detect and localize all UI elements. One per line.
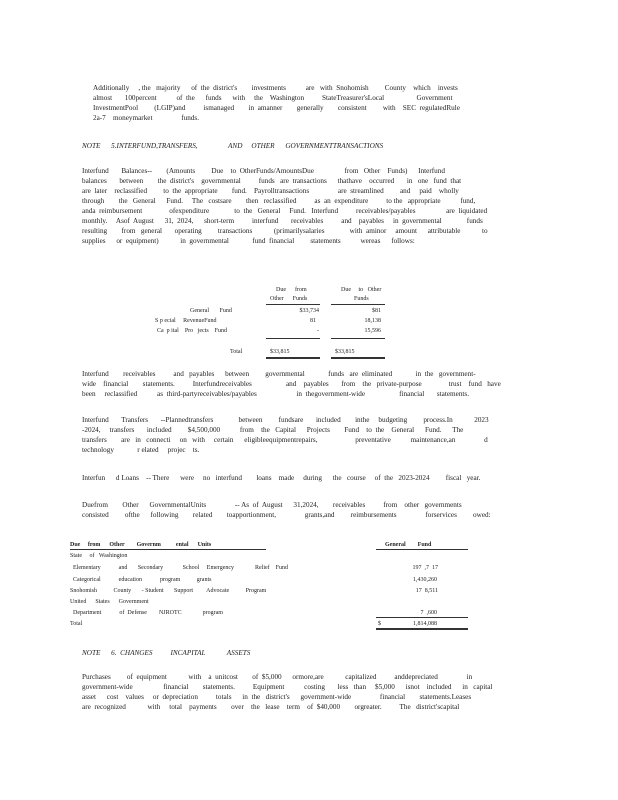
para-transfers-line1: Interfund Transfers --Plannedtransfers between fundsare included inthe budgeting process.In 2023: [82, 416, 489, 424]
table1-col2-total-rule: [331, 357, 385, 359]
para-loans: Interfun d Loans -- There were no interfund loans made during the course of the 2023-2024 fiscal year.: [82, 474, 481, 482]
para-due-line2: consisted ofthe following related toapportionment, grants,and reimbursements forservices owed:: [82, 511, 491, 519]
table2-row-label: State of Washington: [70, 553, 128, 559]
table2-total-value: 1,814,088: [413, 621, 437, 627]
table1-col1-header-line1: Due from: [276, 287, 307, 293]
para-capital-line4: are recognized with total payments over the lease term of $40,000 orgreater. The district'scapital: [82, 703, 460, 711]
para-transfers-line2: -2024, transfers included $4,500,000 from the Capital Projects Fund to the General Fund. The: [82, 426, 464, 434]
para-transfers-line3: transfers are in connecti on with certain eligibleequipmentrepairs, preventative maintenance,an d: [82, 436, 488, 444]
interfund-balances-line7: resulting from general operating transactions (primarilysalaries with aminor amount attributable to: [82, 227, 488, 235]
para-elim-line1: Interfund receivables and payables between governmental funds are eliminated in the government-: [82, 370, 476, 378]
table2-row-label: Categorical education program grants: [70, 577, 212, 583]
para1-line4: 2a-7 moneymarket funds.: [93, 114, 199, 122]
table1-col2-header-line2: Funds: [354, 296, 369, 302]
table2-row-value: 197 ,7 17: [412, 565, 438, 571]
table1-col1-header-rule: [266, 304, 320, 305]
para-transfers-line4: technology r elated projec ts.: [82, 446, 200, 454]
interfund-balances-line1: Interfund Balances-- (Amounts Due to OtherFunds/AmountsDue from Other Funds) Interfund: [82, 167, 445, 175]
table1-col1-total-rule: [266, 357, 320, 359]
table1-row-label: General Fund: [190, 308, 232, 314]
para-elim-line2: wide financial statements. Interfundreceivables and payables from the private-purpose trust fund have: [82, 380, 501, 388]
interfund-balances-line3: are later reclassified to the appropriate fund. Payrolltransactions are streamlined and paid wholly: [82, 187, 459, 195]
table2-total-rule: [376, 628, 468, 630]
table2-header-right: General Fund: [385, 542, 432, 548]
para1-line1: Additionally , the majority of the district's investments are with Snohomish County which invests: [93, 84, 458, 92]
table1-total-col1: $33,815: [270, 349, 290, 355]
table1-row-col2: $81: [372, 308, 381, 314]
table2-row-value: 1,430,260: [413, 577, 437, 583]
para-capital-line2: government-wide financial statements. Equipment costing less than $5,000 isnot included in capital: [82, 683, 493, 691]
interfund-balances-line4: through the General Fund. The costsare then reclassified as an expenditure to the appropriate fund,: [82, 197, 476, 205]
table1-row-col2: 15,596: [364, 328, 381, 334]
table2-header-left: Due from Other Governm ental Units: [70, 542, 212, 548]
para-capital-line1: Purchases of equipment with a unitcost of $5,000 ormore,are capitalized anddepreciated in: [82, 673, 473, 681]
note6-heading: NOTE 6. CHANGES INCAPITAL ASSETS: [82, 649, 251, 657]
table1-row-label: Ca p ital Pro jects Fund: [157, 328, 227, 334]
table1-row-col2: 18,138: [364, 318, 381, 324]
table1-col2-header-line1: Due to Other: [341, 287, 382, 293]
table2-total-currency: $: [378, 621, 381, 627]
table2-header-rule-left: [70, 549, 266, 550]
table1-row-col1: -: [317, 328, 319, 334]
table1-col2-subtotal-rule: [331, 338, 385, 339]
interfund-balances-line2: balances between the district's governmental funds are transactions thathave occurred in one fund that: [82, 177, 462, 185]
interfund-balances-line5: anda reimbursement ofexpenditure to the General Fund. Interfund receivables/payables are liquidated: [82, 207, 488, 215]
table1-row-label: S p ecial RevenueFund: [155, 318, 217, 324]
para1-line3: InvestmentPool (LGIP)and ismanaged in amanner generally consistent with SEC regulatedRule: [93, 104, 460, 112]
note5-heading: NOTE 5.INTERFUND,TRANSFERS, AND OTHER GOVERNMENTTRANSACTIONS: [82, 142, 384, 150]
table2-row-value: 17 8,511: [415, 588, 438, 594]
para-due-line1: Duefrom Other GovernmentalUnits -- As of August 31,2024, receivables from other governments: [82, 501, 462, 509]
table2-row-label: Department of Defense NJROTC program: [70, 610, 223, 616]
para1-line2: almost 100percent of the funds with the Washington StateTreasurer'sLocal Government: [93, 94, 453, 102]
table1-col2-header-rule: [331, 304, 385, 305]
table1-total-label: Total: [230, 349, 243, 355]
table2-row-label: United States Government: [70, 599, 149, 605]
para-capital-line3: asset cost values or depreciation totals in the district's government-wide financial statements.Leases: [82, 693, 472, 701]
table2-subtotal-rule: [376, 617, 468, 618]
table1-row-col1: $33,734: [299, 308, 319, 314]
table2-header-rule-right: [376, 549, 468, 550]
table2-row-label: Snohomish County - Student Support Advocate Program: [70, 588, 267, 594]
table1-total-col2: $33,815: [335, 349, 355, 355]
interfund-balances-line6: monthly. Asof August 31, 2024, short-term interfund receivables and payables in governmental funds: [82, 217, 483, 225]
table1-col1-subtotal-rule: [266, 338, 320, 339]
interfund-balances-line8: supplies or equipment) in governmental fund financial statements wereas follows:: [82, 237, 415, 245]
table2-row-value: 7 ,600: [420, 610, 437, 616]
table2-total-label: Total: [70, 621, 83, 627]
para-elim-line3: been reclassified as third-partyreceivables/payables in thegovernment-wide financial statements.: [82, 390, 470, 398]
table1-row-col1: 81: [310, 318, 316, 324]
table1-col1-header-line2: Other Funds: [270, 296, 308, 302]
table2-row-label: Elementary and Secondary School Emergency Relief Fund: [70, 565, 289, 571]
